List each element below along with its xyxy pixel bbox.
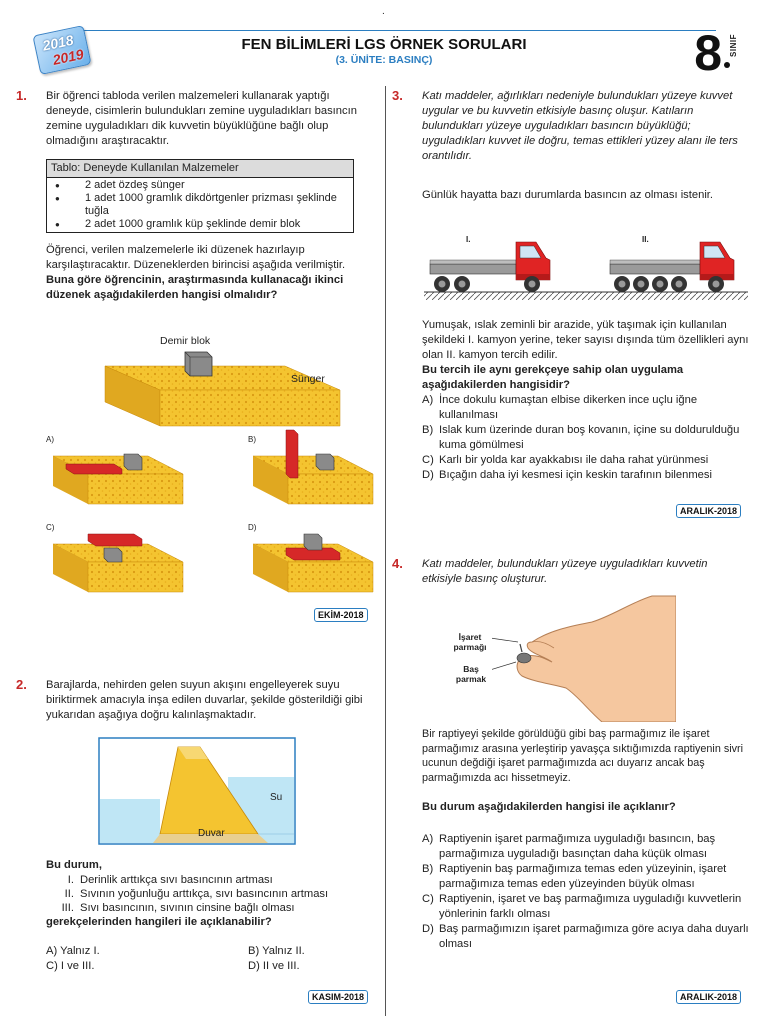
setup-figure	[90, 330, 380, 434]
question-3-text2: Yumuşak, ıslak zeminli bir arazide, yük taşımak için kullanılan şekildeki I. kamyon yerine, teker sayısı dışında tüm özellikleri aynı olan II. kamyon tercih edilir.	[422, 319, 749, 361]
question-4-text: Bir raptiyeyi şekilde görüldüğü gibi baş parmağımız ile işaret parmağımız arasına yerleştirip yavaşça sıktığımızda raptiyenin sivri ucunun değdiği işaret parmağımızda acı duyarız ancak baş parmağımızda acı hissetmeyiz.	[422, 728, 744, 784]
column-divider	[385, 86, 386, 1016]
iron-block	[304, 534, 322, 550]
brick	[66, 464, 122, 474]
option-c[interactable]: C) Raptiyenin, işaret ve baş parmağımıza uyguladığı kuvvetlerin yönlerinin farklı olması	[422, 893, 742, 920]
option-d[interactable]: D) Bıçağın daha iyi kesmesi için keskin tarafının bilenmesi	[422, 469, 712, 481]
option-c[interactable]: C) Karlı bir yolda kar ayakkabısı ile daha rahat yürünmesi	[422, 454, 709, 466]
question-3-intro: Katı maddeler, ağırlıkları nedeniyle bulundukları yüzeye kuvvet uygular ve bu kuvvetin etkisiyle basınç oluşur. Katıların bulundukları yüzeye uyguladıkları basıncın büyüklüğü; uyguladıkları kuvvet ile doğru, temas ettikleri yüzey alanı ile ters orantılıdır.	[422, 90, 738, 162]
year-top: 2018	[41, 31, 75, 54]
reason-text: Sıvı basıncının, sıvının cinsine bağlı olması	[80, 902, 295, 914]
brick	[286, 430, 298, 478]
grade-dot	[724, 62, 730, 68]
page-header	[0, 0, 768, 84]
iron-block	[124, 454, 142, 470]
option-a[interactable]: A) Raptiyenin işaret parmağımıza uyguladığı basıncın, baş parmağımıza uyguladığı basınçtan daha küçük olması	[422, 833, 716, 860]
hand	[517, 596, 676, 722]
materials-item: ● 1 adet 1000 gramlık dikdörtgenler prizması şeklinde tuğla	[51, 192, 349, 218]
materials-table	[46, 159, 354, 233]
date-tag: EKİM-2018	[314, 608, 368, 622]
truck-2-label: II.	[642, 235, 649, 244]
sponge-label: Sünger	[291, 373, 325, 385]
option-b-label: B)	[248, 435, 256, 444]
iron-block	[185, 352, 212, 376]
materials-item: ● 2 adet özdeş sünger	[51, 179, 349, 192]
ground	[424, 292, 748, 300]
index-finger-label: İşaret parmağı	[453, 632, 487, 652]
option-b[interactable]: B) Yalnız II.	[248, 945, 305, 957]
question-2-number: 2.	[16, 677, 27, 692]
question-4-number: 4.	[392, 556, 403, 571]
option-c[interactable]: C) I ve III.	[46, 960, 95, 972]
option-d-label: D)	[248, 523, 257, 532]
reason-number: III.	[61, 902, 74, 914]
date-tag: KASIM-2018	[308, 990, 368, 1004]
question-1-number: 1.	[16, 88, 27, 103]
option-c-figure[interactable]	[48, 528, 188, 596]
thumbtack-figure	[492, 592, 676, 722]
question-4-prompt: Bu durum aşağıdakilerden hangisi ile açıklanır?	[422, 801, 676, 813]
sponge-front	[160, 390, 340, 426]
grade-number: 8	[694, 25, 722, 81]
question-3-text: Günlük hayatta bazı durumlarda basıncın az olması istenir.	[422, 189, 714, 201]
option-b-figure[interactable]	[248, 424, 378, 508]
date-tag: ARALIK-2018	[676, 990, 741, 1004]
reason-text: Sıvının yoğunluğu arttıkça, sıvı basıncının artması	[80, 888, 329, 900]
option-b[interactable]: B) Raptiyenin baş parmağımıza temas eden yüzeyinin, işaret parmağımıza temas eden yüzeyinden büyük olması	[422, 863, 727, 890]
thumb-label: Baş parmak	[455, 664, 487, 684]
question-2-prompt: gerekçelerinden hangileri ile açıklanabilir?	[46, 916, 272, 928]
year-bottom: 2019	[51, 45, 86, 68]
question-4-intro: Katı maddeler, bulundukları yüzeye uyguladıkları kuvvetin etkisiyle basınç oluşturur.	[422, 558, 708, 585]
page-title: FEN BİLİMLERİ LGS ÖRNEK SORULARI	[241, 36, 527, 53]
truck-1-label: I.	[466, 235, 471, 244]
question-3-prompt: Bu tercih ile aynı gerekçeye sahip olan uygulama aşağıdakilerden hangisidir?	[422, 364, 684, 391]
thumbtack-pin	[520, 644, 522, 652]
header-rule	[78, 30, 716, 31]
option-d[interactable]: D) Baş parmağımızın işaret parmağımıza göre acıya daha duyarlı olması	[422, 923, 749, 950]
date-tag: ARALIK-2018	[676, 504, 741, 518]
question-4-body	[422, 832, 756, 952]
materials-item: ● 2 adet 1000 gramlık küp şeklinde demir blok	[51, 218, 349, 231]
reason-number: II.	[64, 888, 74, 900]
option-a-figure[interactable]	[48, 444, 188, 508]
option-a[interactable]: A) İnce dokulu kumaştan elbise dikerken ince uçlu iğne kullanılması	[422, 394, 698, 421]
water-label: Su	[270, 792, 283, 803]
question-1	[46, 89, 374, 303]
question-2-text: Barajlarda, nehirden gelen suyun akışını engelleyerek suyu biriktirmek amacıyla inşa edilen duvarlar, şekilde gösterildiği gibi yukarıdan aşağıya doğru kalınlaşmaktadır.	[46, 679, 363, 721]
question-2-body	[46, 858, 376, 930]
grade-word: SINIF	[729, 34, 738, 57]
option-a-label: A)	[46, 435, 54, 444]
option-a[interactable]: A) Yalnız I.	[46, 945, 100, 957]
question-4-options	[422, 832, 756, 952]
top-mark: .	[382, 6, 385, 17]
iron-block-label: Demir blok	[160, 335, 211, 347]
option-d[interactable]: D) II ve III.	[248, 960, 300, 972]
reason-text: Derinlik arttıkça sıvı basıncının artması	[80, 874, 273, 886]
dam-figure	[98, 737, 296, 845]
question-3-body	[422, 318, 754, 483]
thumbtack-head	[517, 653, 531, 663]
materials-table-header: Tablo: Deneyde Kullanılan Malzemeler	[47, 160, 354, 178]
question-1-text: Bir öğrenci tabloda verilen malzemeleri kullanarak yaptığı deneyde, cisimlerin bulundukları zemine uyguladıkları basıncın zemine uyguladıkları dik kuvvetin büyüklüğüne bağlı olup olmadığını araştıracaktır.	[46, 90, 357, 147]
reason-number: I.	[67, 874, 74, 886]
question-3-number: 3.	[392, 88, 403, 103]
option-d-figure[interactable]	[248, 528, 378, 596]
option-b[interactable]: B) Islak kum üzerinde duran boş kovanın, içine su doldurulduğu kuma gömülmesi	[422, 424, 740, 451]
truck-1	[430, 242, 550, 292]
brick	[88, 534, 142, 546]
option-c-label: C)	[46, 523, 55, 532]
question-3-options	[422, 393, 754, 483]
page-subtitle: (3. ÜNİTE: BASINÇ)	[335, 54, 433, 66]
iron-block	[316, 454, 334, 470]
question-1-text2: Öğrenci, verilen malzemelerle iki düzenek hazırlayıp karşılaştıracaktır. Düzeneklerden birincisi aşağıda verilmiştir.	[46, 244, 346, 271]
iron-block	[104, 548, 122, 562]
question-2-lead: Bu durum,	[46, 859, 102, 871]
wall-label: Duvar	[198, 828, 225, 839]
truck-2	[610, 242, 734, 292]
question-1-prompt: Buna göre öğrencinin, araştırmasında kullanacağı ikinci düzenek aşağıdakilerden hangisi olmalıdır?	[46, 274, 344, 301]
